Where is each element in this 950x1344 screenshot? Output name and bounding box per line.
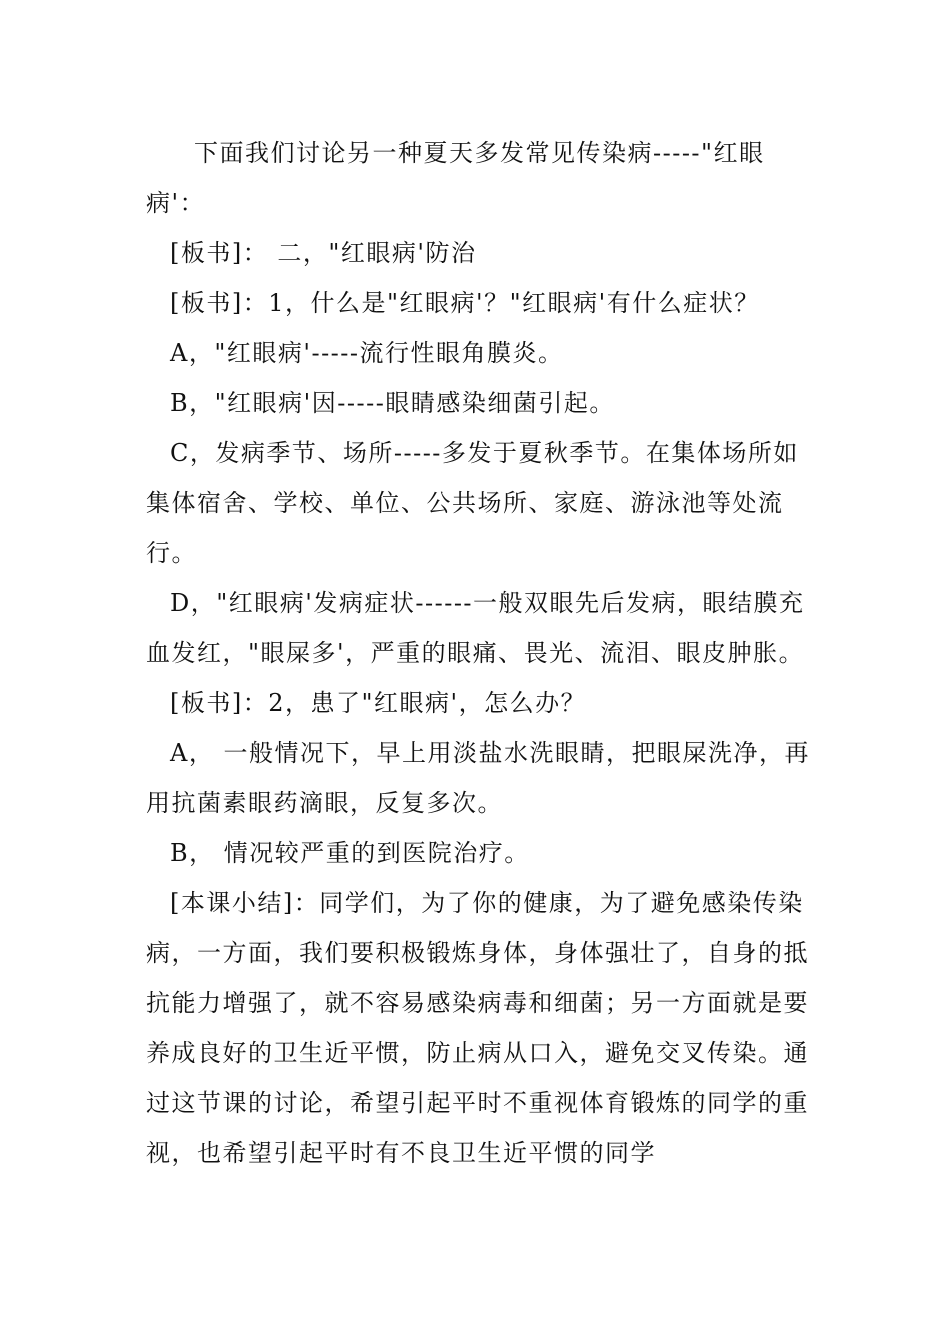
paragraph-item-b: B，"红眼病'因-----眼睛感染细菌引起。 [170,389,615,417]
paragraph-answer-b: B， 情况较严重的到医院治疗。 [170,839,530,867]
paragraph-item-d: D，"红眼病'发病症状------一般双眼先后发病，眼结膜充血发红，"眼屎多'，严重的眼痛、畏光、流泪、眼皮肿胀。 [146,589,805,667]
paragraph-answer-a: A， 一般情况下，早上用淡盐水洗眼睛，把眼屎洗净，再用抗菌素眼药滴眼，反复多次。 [146,739,810,817]
paragraph-summary: [本课小结]：同学们，为了你的健康，为了避免感染传染病，一方面，我们要积极锻炼身体，身体强壮了，自身的抵抗能力增强了，就不容易感染病毒和细菌；另一方面就是要养成良好的卫生近平惯，防止病从口入，避免交叉传染。通过这节课的讨论，希望引起平时不重视体育锻炼的同学的重视，也希望引起平时有不良卫生近平惯的同学 [146,889,809,1167]
document-body [146,128,810,1178]
paragraph-intro: 下面我们讨论另一种夏天多发常见传染病-----"红眼病'： [146,139,765,217]
paragraph-item-c: C，发病季节、场所-----多发于夏秋季节。在集体场所如集体宿舍、学校、单位、公共场所、家庭、游泳池等处流行。 [146,439,799,567]
paragraph-item-a: A，"红眼病'-----流行性眼角膜炎。 [170,339,564,367]
paragraph-board-question-1: [板书]：1，什么是"红眼病'？"红眼病'有什么症状？ [170,289,760,317]
paragraph-board-question-2: [板书]：2，患了"红眼病'，怎么办？ [170,689,587,717]
paragraph-board-heading-2: [板书]： 二，"红眼病'防治 [170,239,477,267]
